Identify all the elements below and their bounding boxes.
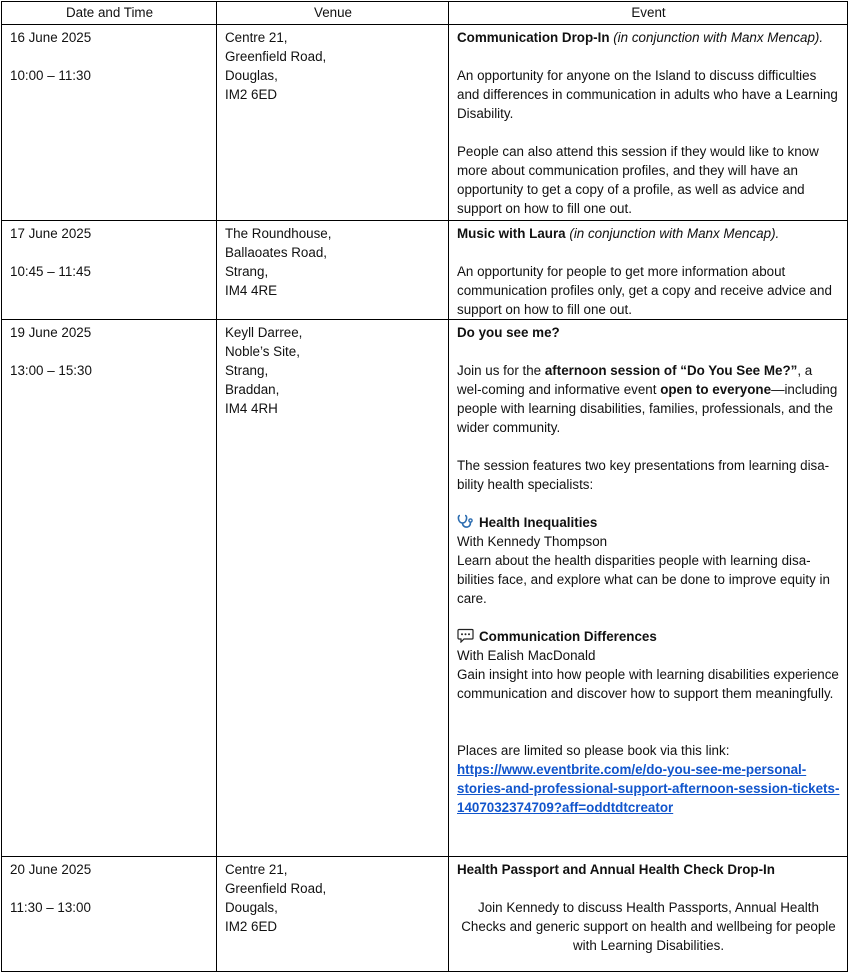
date-time-cell: [2, 857, 217, 972]
event-title-note: (in conjunction with Manx Mencap).: [609, 30, 824, 45]
venue-line: IM4 4RE: [225, 283, 278, 298]
event-intro: [457, 361, 840, 437]
date-time-cell: [2, 221, 217, 320]
booking-note: Places are limited so please book via this link:: [457, 743, 730, 758]
venue-line: Centre 21,: [225, 30, 288, 45]
intro-text: , a wel-coming and informative event: [457, 363, 813, 397]
intro-text: Join us for the: [457, 363, 545, 378]
event-date: 20 June 2025: [10, 862, 92, 877]
presentation-title-line: [457, 627, 840, 646]
venue-line: Greenfield Road,: [225, 881, 327, 896]
event-date: 17 June 2025: [10, 226, 92, 241]
presentation-description: Gain insight into how people with learning disabilities experience communication and discover how to support them meaningfully.: [457, 667, 839, 701]
event-title-note: (in conjunction with Manx Mencap).: [565, 226, 780, 241]
event-time: 10:45 – 11:45: [10, 264, 91, 279]
event-time: 10:00 – 11:30: [10, 68, 91, 83]
booking-link[interactable]: https://www.eventbrite.com/e/do-you-see-me-personal-stories-and-professional-support-afternoon-session-tickets-1407032374709?aff=oddtdtcreator: [457, 762, 840, 815]
intro-highlight: afternoon session of “Do You See Me?”: [544, 363, 798, 378]
event-title: Music with Laura: [457, 226, 566, 241]
table-row: [2, 857, 848, 972]
event-cell: [449, 25, 848, 221]
table-row: [2, 320, 848, 857]
events-table: [1, 1, 848, 972]
presenter: With Ealish MacDonald: [457, 648, 596, 663]
venue-line: The Roundhouse,: [225, 226, 332, 241]
event-title-line: [457, 28, 840, 47]
header-date-time: Date and Time: [2, 2, 217, 25]
venue-line: Keyll Darree,: [225, 325, 303, 340]
header-venue: Venue: [217, 2, 449, 25]
presentation-title-line: [457, 513, 840, 532]
stethoscope-icon: [457, 514, 474, 529]
venue-line: Strang,: [225, 264, 269, 279]
date-time-cell: [2, 25, 217, 221]
venue-line: Braddan,: [225, 382, 280, 397]
venue-line: IM2 6ED: [225, 87, 278, 102]
venue-line: Douglas,: [225, 68, 278, 83]
event-date: 16 June 2025: [10, 30, 92, 45]
venue-cell: [217, 25, 449, 221]
event-cell: [449, 320, 848, 857]
table-header-row: [2, 2, 848, 25]
venue-line: Centre 21,: [225, 862, 288, 877]
event-title: Do you see me?: [457, 325, 560, 340]
event-time: 13:00 – 15:30: [10, 363, 92, 378]
event-title: Communication Drop-In: [457, 30, 610, 45]
venue-line: IM2 6ED: [225, 919, 278, 934]
presentation-title: Communication Differences: [479, 629, 657, 644]
venue-cell: [217, 857, 449, 972]
presentation-title: Health Inequalities: [479, 515, 598, 530]
event-time: 11:30 – 13:00: [10, 900, 91, 915]
venue-line: Dougals,: [225, 900, 278, 915]
event-description: An opportunity for people to get more information about communication profiles only, get a copy and receive advice and support on how to fill one out.: [457, 264, 832, 317]
event-title-line: [457, 224, 840, 243]
event-cell: [449, 857, 848, 972]
venue-cell: [217, 320, 449, 857]
event-features: The session features two key presentations from learning disa-bility health specialists:: [457, 458, 830, 492]
venue-line: Ballaoates Road,: [225, 245, 327, 260]
venue-line: IM4 4RH: [225, 401, 278, 416]
table-row: [2, 25, 848, 221]
date-time-cell: [2, 320, 217, 857]
table-row: [2, 221, 848, 320]
header-event: Event: [449, 2, 848, 25]
venue-line: Strang,: [225, 363, 269, 378]
event-title: Health Passport and Annual Health Check Drop-In: [457, 862, 775, 877]
event-cell: [449, 221, 848, 320]
event-description: People can also attend this session if they would like to know more about communication profiles, and they will have an opportunity to get a copy of a profile, as well as advice and support on how to fill one out.: [457, 144, 819, 216]
venue-cell: [217, 221, 449, 320]
intro-highlight: open to everyone: [660, 382, 772, 397]
presenter: With Kennedy Thompson: [457, 534, 608, 549]
presentation-description: Learn about the health disparities people with learning disa-bilities face, and explore what can be done to improve equity in care.: [457, 553, 830, 606]
event-description: An opportunity for anyone on the Island to discuss difficulties and differences in communication in adults who have a Learning Disability.: [457, 68, 838, 121]
speech-bubble-icon: [457, 628, 474, 643]
venue-line: Greenfield Road,: [225, 49, 327, 64]
intro-text: —including people with learning disabilities, families, professionals, and the wider community.: [457, 382, 838, 435]
venue-line: Noble’s Site,: [225, 344, 300, 359]
event-description: Join Kennedy to discuss Health Passports, Annual Health Checks and generic support on health and wellbeing for people with Learning Disabilities.: [461, 900, 836, 953]
event-date: 19 June 2025: [10, 325, 92, 340]
